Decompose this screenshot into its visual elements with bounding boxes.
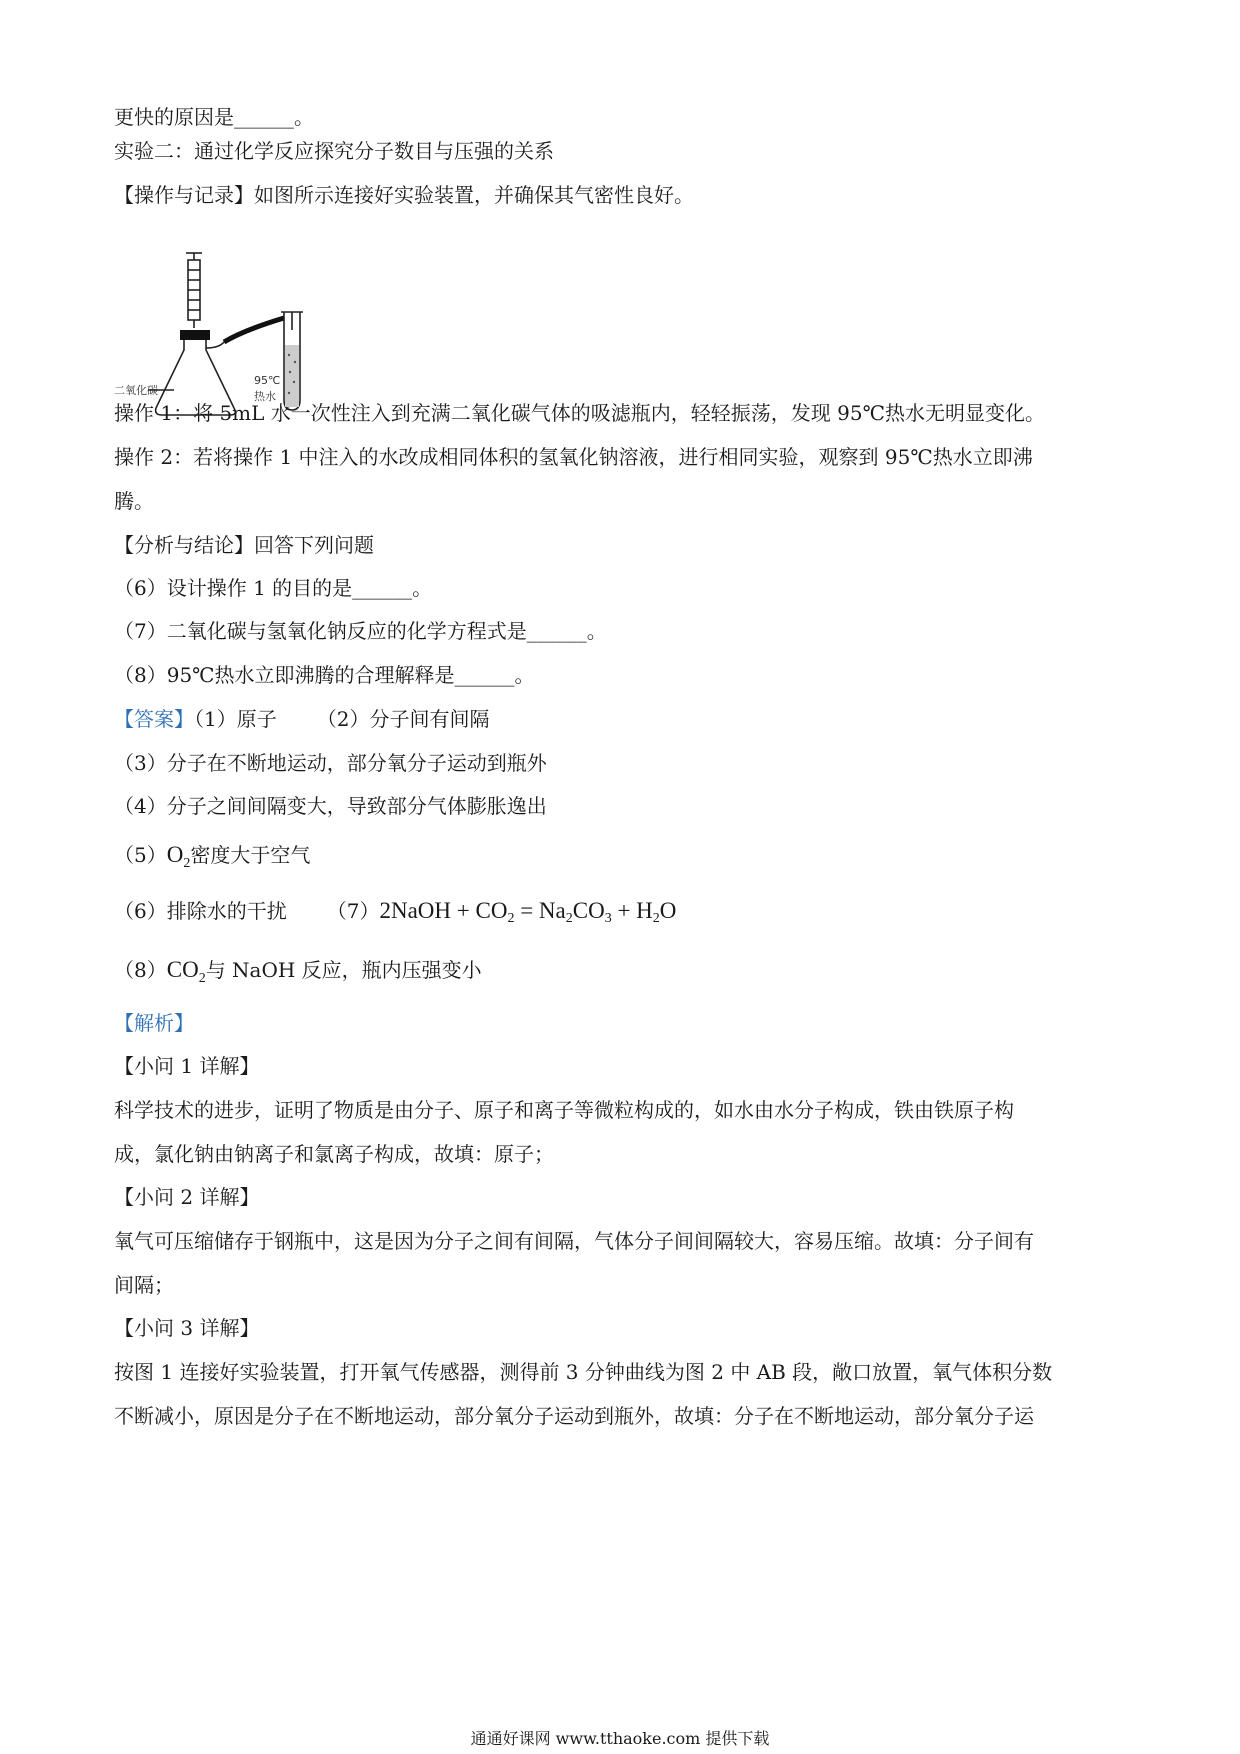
sub-question-2-text: 氧气可压缩储存于钢瓶中，这是因为分子之间有间隔，气体分子间间隔较大，容易压缩。故填：分子间有 [114, 1229, 1034, 1253]
sub-question-3-title: 【小问 3 详解】 [114, 1316, 260, 1340]
answer-4: （4）分子之间间隔变大，导致部分气体膨胀逸出 [114, 794, 547, 818]
temperature-label: 95℃ [254, 374, 281, 387]
answer-6-7: （6）排除水的干扰 （7）2NaOH + $CO_2 = Na_2CO_3 + H_2O$ [114, 898, 677, 926]
sub-question-1-text: 科学技术的进步，证明了物质是由分子、原子和离子等微粒构成的，如水由水分子构成，铁由铁原子构 [114, 1098, 1014, 1122]
answer-5: $(5)O_2$密度大于空气 [114, 842, 311, 871]
question-6: （6）设计操作 1 的目的是______。 [114, 576, 433, 600]
answer-6: （6）排除水的干扰 [114, 899, 287, 923]
answer-3: （3）分子在不断地运动，部分氧分子运动到瓶外 [114, 751, 547, 775]
sub-question-2-title: 【小问 2 详解】 [114, 1185, 260, 1209]
operation-record-heading: 【操作与记录】如图所示连接好实验装置，并确保其气密性良好。 [114, 183, 694, 207]
sub-question-3-text: 按图 1 连接好实验装置，打开氧气传感器，测得前 3 分钟曲线为图 2 中 AB 段，敞口放置，氧气体积分数 [114, 1360, 1053, 1384]
analysis-tag: 【解析】 [114, 1011, 194, 1035]
answer-1: （1）原子 [194, 707, 277, 731]
sub-question-1-title: 【小问 1 详解】 [114, 1054, 260, 1078]
answer-tag: 【答案】 [114, 707, 194, 731]
hot-water-label: 热水 [254, 390, 276, 403]
co2-label: 二氧化碳 [114, 384, 158, 397]
apparatus-figure [114, 250, 354, 420]
rubber-tubing [224, 318, 284, 342]
answer-2: （2）分子间有间隔 [316, 707, 490, 731]
page-footer: 通通好课网 www.tthaoke.com 提供下载 [470, 1729, 770, 1748]
sub-question-3-text-cont: 不断减小，原因是分子在不断地运动，部分氧分子运动到瓶外，故填：分子在不断地运动，部分氧分子运 [114, 1404, 1034, 1428]
answer-8: $(8)CO_2$与 NaOH 反应，瓶内压强变小 [114, 957, 482, 986]
experiment-two-heading: 实验二：通过化学反应探究分子数目与压强的关系 [114, 139, 554, 163]
question-8: （8）95℃热水立即沸腾的合理解释是______。 [114, 663, 535, 687]
operation-2: 操作 2：若将操作 1 中注入的水改成相同体积的氢氧化钠溶液，进行相同实验，观察到 95℃热水立即沸 [114, 445, 1033, 469]
operation-1: 操作 1：将 5mL 水一次性注入到充满二氧化碳气体的吸滤瓶内，轻轻振荡，发现 95℃热水无明显变化。 [114, 401, 1045, 425]
operation-2-continued: 腾。 [114, 489, 154, 513]
analysis-conclusion-heading: 【分析与结论】回答下列问题 [114, 533, 374, 557]
chemical-equation: 2NaOH + $CO_2 = Na_2CO_3 + H_2O$ [379, 898, 677, 926]
sub-question-1-text-cont: 成，氯化钠由钠离子和氯离子构成，故填：原子； [114, 1142, 554, 1166]
sub-question-2-text-cont: 间隔； [114, 1273, 174, 1297]
rubber-stopper [180, 330, 210, 340]
answer-line-1 [114, 704, 489, 734]
question-7: （7）二氧化碳与氢氧化钠反应的化学方程式是______。 [114, 619, 607, 643]
question-text-line: 更快的原因是______。 [114, 105, 314, 129]
